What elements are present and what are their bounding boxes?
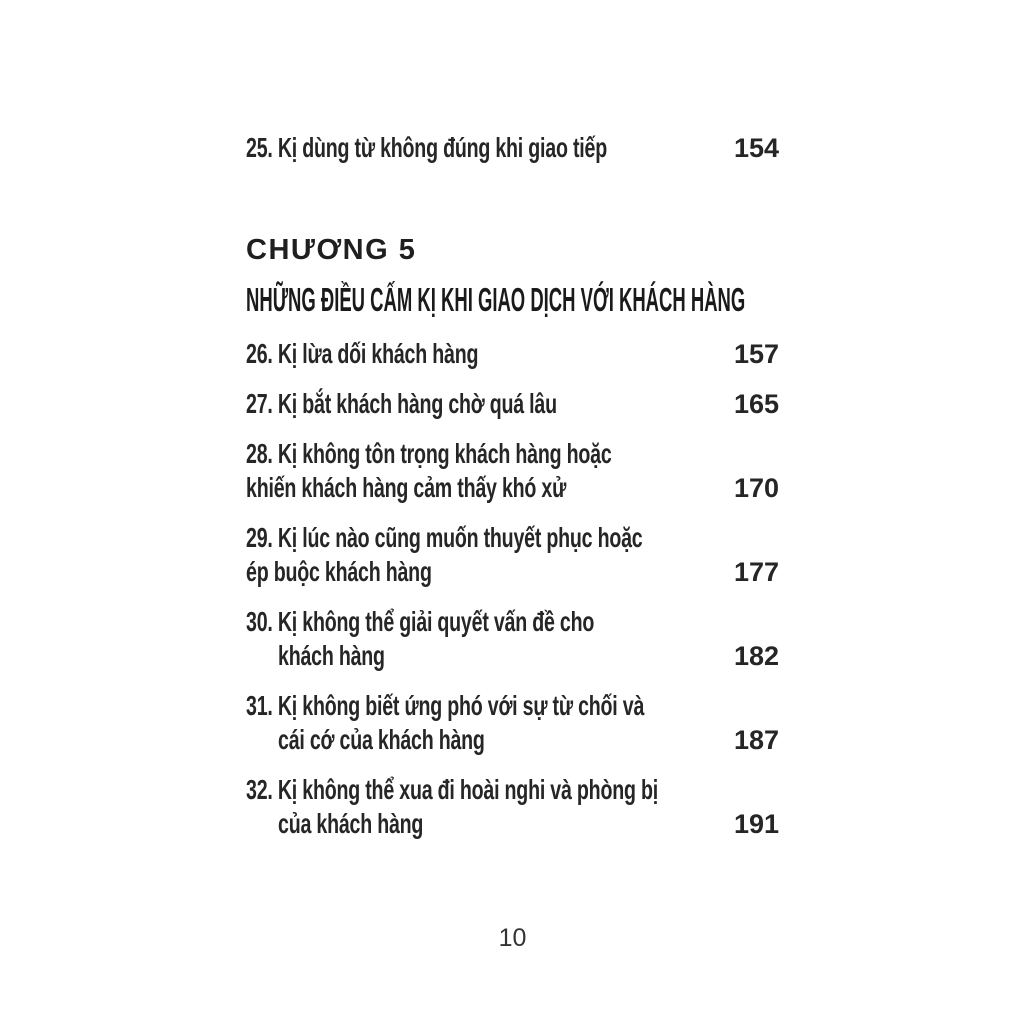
toc-entry-27 (246, 387, 779, 421)
toc-entry-line (246, 773, 779, 807)
chapter-label: CHƯƠNG 5 (246, 234, 417, 266)
toc-entry-line (246, 337, 779, 371)
toc-entry-31 (246, 689, 779, 757)
page-number: 10 (498, 924, 527, 952)
chapter-title: NHỮNG ĐIỀU CẤM KỊ KHI GIAO DỊCH VỚI KHÁCH HÀNG (246, 281, 746, 318)
toc-entry-line-continuation (246, 723, 779, 757)
toc-entry-line-continuation (246, 555, 779, 589)
toc-entry-text: 26. Kị lừa dối khách hàng (246, 338, 479, 369)
toc-entry-page-number: 165 (733, 389, 779, 419)
toc-entry-page-number: 157 (733, 339, 779, 369)
toc-entry-text-continuation: của khách hàng (278, 808, 424, 839)
toc-entry-text-continuation: khiến khách hàng cảm thấy khó xử (246, 472, 567, 503)
toc-entry-line (246, 387, 779, 421)
toc-entry-25 (246, 131, 779, 165)
toc-entry-line (246, 131, 779, 165)
toc-entry-29 (246, 521, 779, 589)
toc-entry-text: 28. Kị không tôn trọng khách hàng hoặc (246, 438, 612, 469)
toc-entry-28 (246, 437, 779, 505)
toc-entry-text: 25. Kị dùng từ không đúng khi giao tiếp (246, 132, 607, 163)
toc-entry-text: 32. Kị không thể xua đi hoài nghi và phòng bị (246, 774, 658, 805)
toc-entry-page-number: 182 (733, 641, 779, 671)
toc-entry-text-continuation: ép buộc khách hàng (246, 556, 432, 587)
toc-entry-line-continuation (246, 639, 779, 673)
toc-entry-line-continuation (246, 471, 779, 505)
toc-entry-line-continuation (246, 807, 779, 841)
toc-entry-page-number: 154 (733, 133, 779, 163)
toc-entry-line (246, 437, 779, 471)
toc-entry-26 (246, 337, 779, 371)
toc-entry-text: 30. Kị không thể giải quyết vấn đề cho (246, 606, 595, 637)
toc-entry-list (246, 337, 779, 841)
toc-entry-32 (246, 773, 779, 841)
toc-entry-30 (246, 605, 779, 673)
toc-entry-page-number: 191 (733, 809, 779, 839)
toc-entry-line (246, 521, 779, 555)
toc-entry-page-number: 170 (733, 473, 779, 503)
toc-entry-text-continuation: cái cớ của khách hàng (278, 724, 485, 755)
toc-entry-text: 29. Kị lúc nào cũng muốn thuyết phục hoặc (246, 522, 643, 553)
toc-entry-page-number: 177 (733, 557, 779, 587)
toc-entry-line (246, 605, 779, 639)
toc-entry-text-continuation: khách hàng (278, 640, 385, 671)
toc-entry-text: 31. Kị không biết ứng phó với sự từ chối và (246, 690, 645, 721)
toc-entry-text: 27. Kị bắt khách hàng chờ quá lâu (246, 388, 557, 419)
toc-entry-line (246, 689, 779, 723)
toc-entry-page-number: 187 (733, 725, 779, 755)
